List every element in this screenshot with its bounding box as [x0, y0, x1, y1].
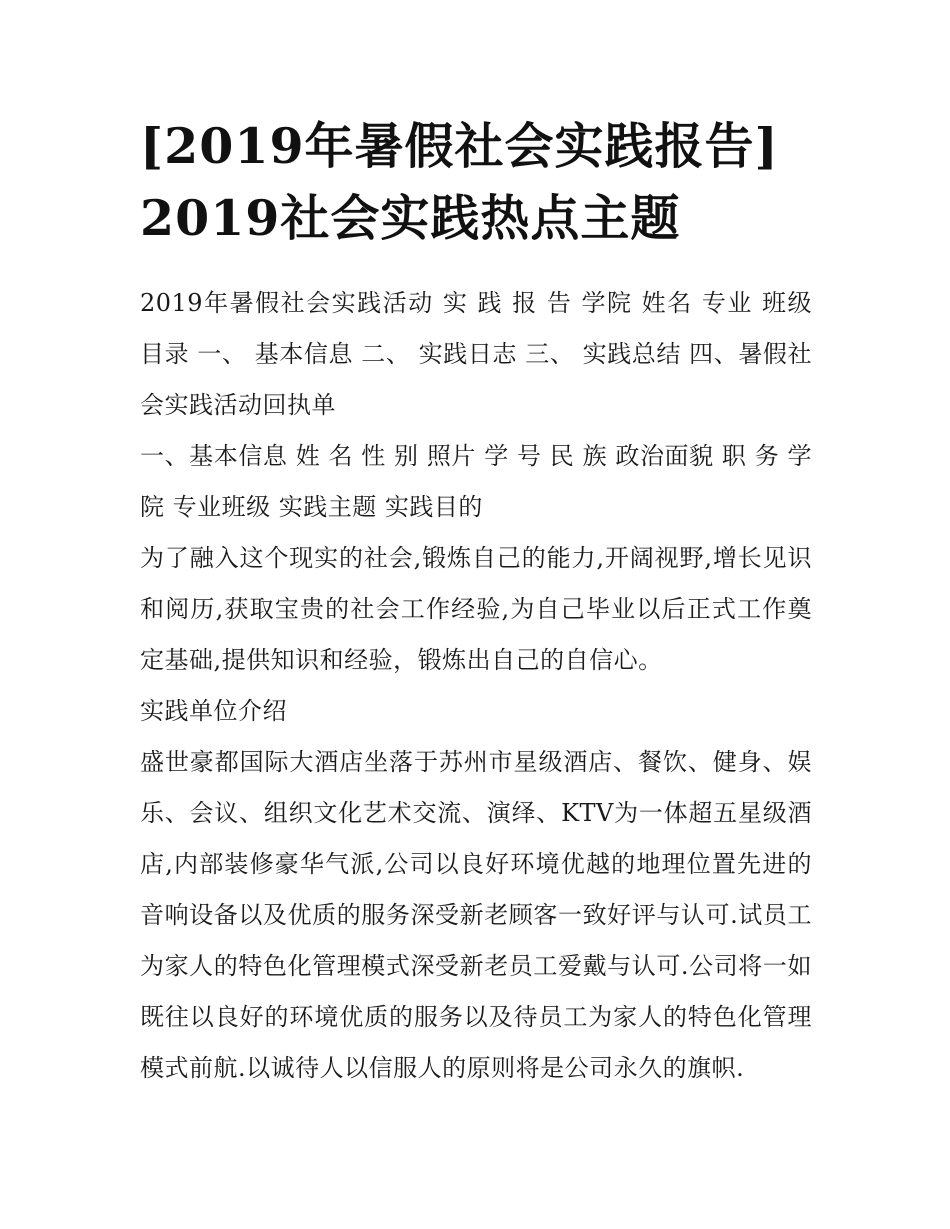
document-title	[140, 110, 820, 254]
paragraph-unit-heading: 实践单位介绍	[140, 697, 287, 725]
title-line-1: [2019年暑假社会实践报告]	[140, 117, 779, 175]
title-line-2: 2019社会实践热点主题	[140, 189, 681, 247]
document-body	[140, 278, 812, 1094]
paragraph-unit-introduction: 盛世豪都国际大酒店坐落于苏州市星级酒店、餐饮、健身、娱乐、会议、组织文化艺术交流、演绎、KTV为一体超五星级酒店,内部装修豪华气派,公司以良好环境优越的地理位置先进的音响设备以及优质的服务深受新老顾客一致好评与认可.试员工为家人的特色化管理模式深受新老员工爱戴与认可.公司将一如既往以良好的环境优质的服务以及待员工为家人的特色化管理模式前航.以诚待人以信服人的原则将是公司永久的旗帜.	[140, 748, 812, 1082]
paragraph-basic-info: 一、基本信息 姓 名 性 别 照片 学 号 民 族 政治面貌 职 务 学院 专业班级 实践主题 实践目的	[140, 442, 812, 521]
paragraph-table-of-contents: 2019年暑假社会实践活动 实 践 报 告 学院 姓名 专业 班级 目录 一、 基本信息 二、 实践日志 三、 实践总结 四、暑假社会实践活动回执单	[140, 289, 812, 419]
paragraph-practice-purpose: 为了融入这个现实的社会,锻炼自己的能力,开阔视野,增长见识和阅历,获取宝贵的社会工作经验,为自己毕业以后正式工作奠定基础,提供知识和经验，锻炼出自己的自信心。	[140, 544, 812, 674]
